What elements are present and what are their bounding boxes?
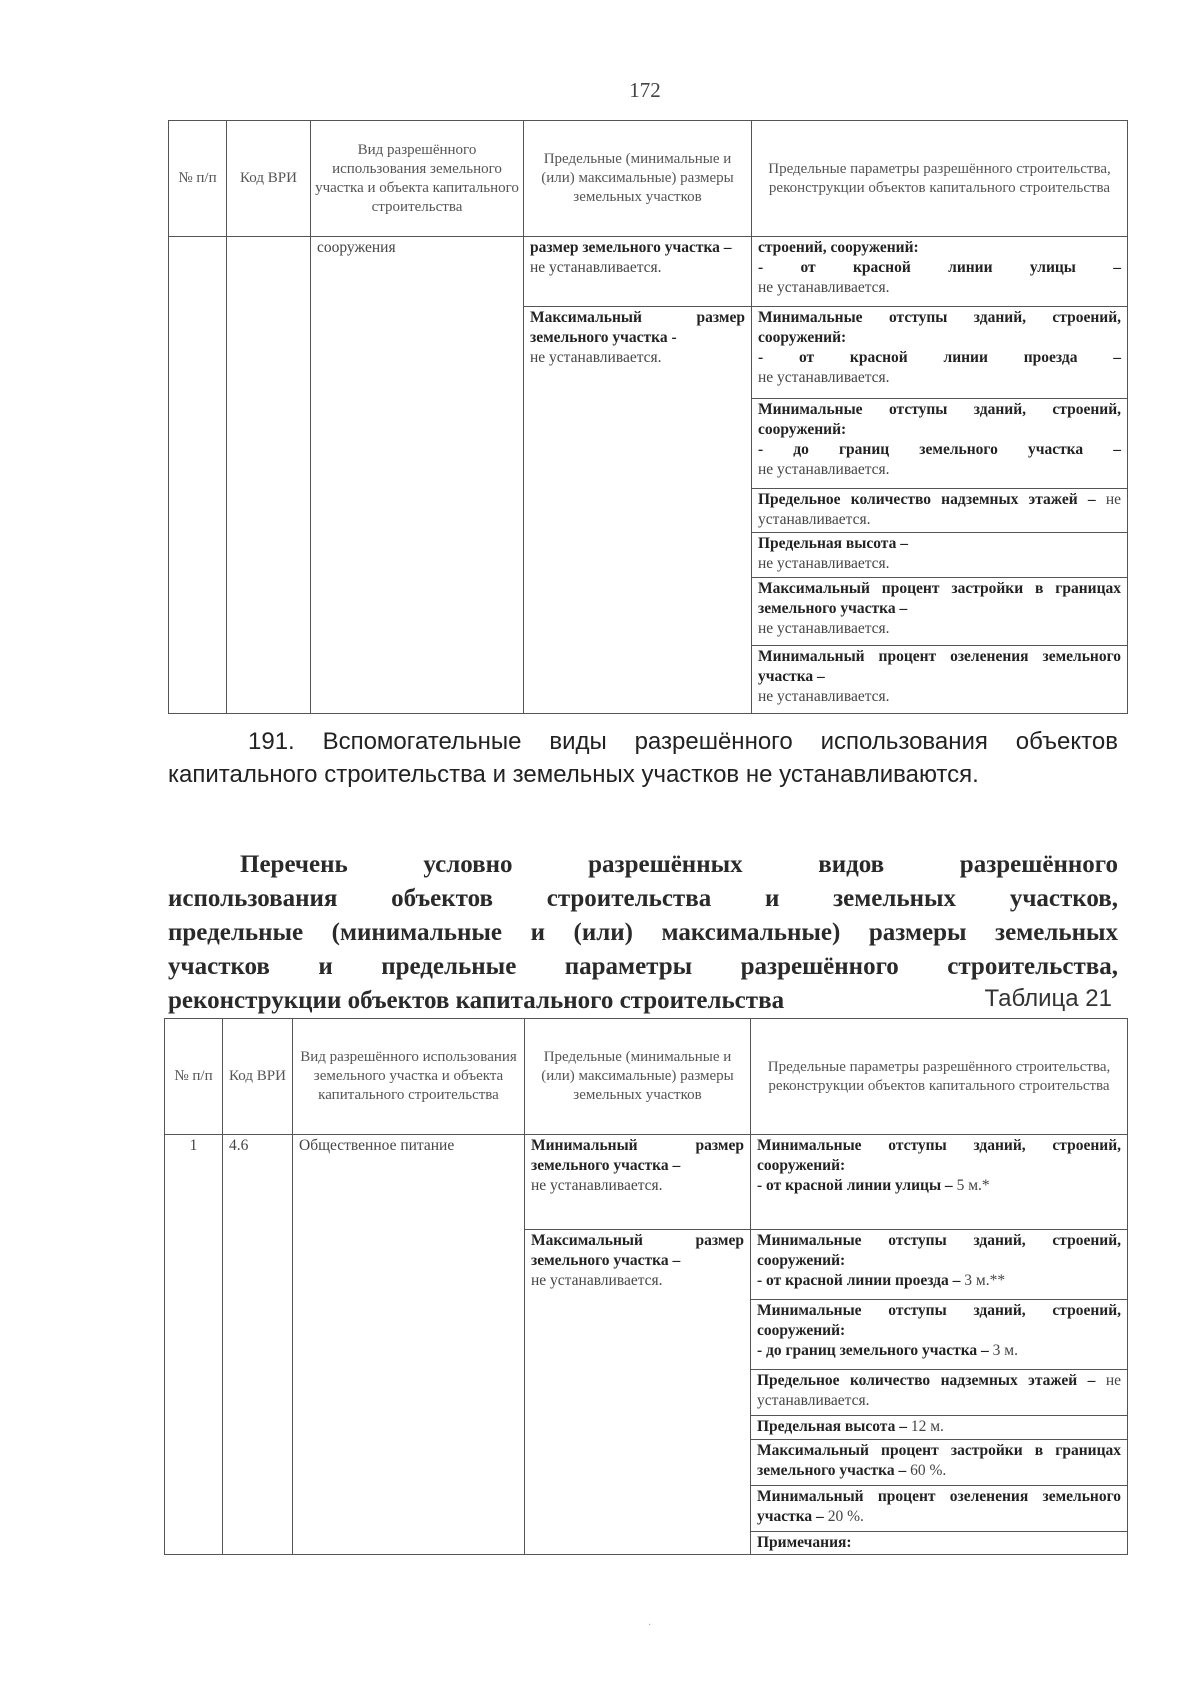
param-boundary-sub: - до границ земельного участка – <box>758 441 1121 458</box>
param-street-label: строений, сооружений: <box>758 239 919 256</box>
param-height-value: 12 м. <box>910 1418 944 1435</box>
cell-param-boundary <box>751 1300 1128 1370</box>
table-header-row <box>165 1019 1128 1135</box>
table-header-row <box>169 121 1128 237</box>
header-size: Предельные (минимальные и (или) максимальные) размеры земельных участков <box>525 1019 751 1135</box>
max-size-value: не устанавливается. <box>531 1272 663 1289</box>
paragraph-191-line2: капитального строительства и земельных участков не устанавливаются. <box>168 761 979 788</box>
param-street-sub: - от красной линии улицы – <box>757 1177 953 1194</box>
cell-param-coverage <box>752 578 1128 646</box>
paragraph-191-line1: 191. Вспомогательные виды разрешённого использования объектов <box>248 728 1118 755</box>
param-greenery-value: 20 %. <box>827 1508 864 1525</box>
cell-code: 4.6 <box>223 1135 293 1555</box>
param-coverage-value: 60 %. <box>910 1462 947 1479</box>
param-greenery-value: не устанавливается. <box>758 688 890 705</box>
cell-kind: Общественное питание <box>293 1135 525 1555</box>
scan-speck: · <box>648 1620 652 1631</box>
param-floors-label: Предельное количество надземных этажей – <box>757 1372 1096 1389</box>
cell-param-height <box>751 1416 1128 1440</box>
table-caption: Таблица 21 <box>984 985 1112 1012</box>
max-size-value: не устанавливается. <box>530 349 662 366</box>
cell-param-street <box>752 237 1128 307</box>
heading-line: предельные (минимальные и (или) максимальные) размеры земельных <box>168 919 1118 946</box>
notes-label: Примечания: <box>757 1534 852 1551</box>
cell-param-boundary <box>752 399 1128 489</box>
max-size-label: Максимальный размер земельного участка - <box>530 309 745 346</box>
cell-param-driveway <box>752 307 1128 399</box>
cell-num <box>169 237 227 714</box>
header-code: Код ВРИ <box>223 1019 293 1135</box>
param-boundary-label: Минимальные отступы зданий, строений, сооружений: <box>757 1302 1121 1339</box>
param-greenery-label: Минимальный процент озеленения земельного участка – <box>757 1488 1121 1525</box>
cell-notes <box>751 1532 1128 1555</box>
heading-line: участков и предельные параметры разрешённого строительства, <box>168 953 1118 980</box>
cell-min-size <box>525 1135 751 1230</box>
cell-param-height <box>752 533 1128 578</box>
cell-param-floors <box>751 1370 1128 1416</box>
param-driveway-value: 3 м.** <box>964 1272 1006 1289</box>
header-num: № п/п <box>169 121 227 237</box>
param-floors-label: Предельное количество надземных этажей – <box>758 491 1096 508</box>
param-coverage-value: не устанавливается. <box>758 620 890 637</box>
header-size: Предельные (минимальные и (или) максимальные) размеры земельных участков <box>524 121 752 237</box>
cell-param-greenery <box>751 1486 1128 1532</box>
param-street-value: 5 м.* <box>956 1177 990 1194</box>
param-height-label: Предельная высота – <box>757 1418 907 1435</box>
table-21 <box>164 1018 1128 1555</box>
param-street-sub: - от красной линии улицы – <box>758 259 1121 276</box>
header-num: № п/п <box>165 1019 223 1135</box>
heading-line: Перечень условно разрешённых видов разрешённого <box>240 851 1118 878</box>
param-street-value: не устанавливается. <box>758 279 890 296</box>
param-greenery-label: Минимальный процент озеленения земельного участка – <box>758 648 1121 685</box>
param-floors-value: не устанавливается. <box>757 1372 1122 1409</box>
param-boundary-label: Минимальные отступы зданий, строений, сооружений: <box>758 401 1121 438</box>
cell-kind: сооружения <box>311 237 524 714</box>
param-floors-value: не устанавливается. <box>758 491 1122 528</box>
param-driveway-value: не устанавливается. <box>758 369 890 386</box>
cell-param-driveway <box>751 1230 1128 1300</box>
cell-max-size <box>524 307 752 714</box>
cell-code <box>227 237 311 714</box>
cell-param-floors <box>752 489 1128 533</box>
cell-min-size <box>524 237 752 307</box>
param-boundary-value: не устанавливается. <box>758 461 890 478</box>
param-street-label: Минимальные отступы зданий, строений, сооружений: <box>757 1137 1121 1174</box>
header-params: Предельные параметры разрешённого строительства, реконструкции объектов капитального строительства <box>752 121 1128 237</box>
heading-line: использования объектов строительства и земельных участков, <box>168 885 1118 912</box>
param-coverage-label: Максимальный процент застройки в границах земельного участка – <box>757 1442 1121 1479</box>
min-size-label: размер земельного участка – <box>530 239 732 256</box>
table-row <box>169 237 1128 307</box>
param-height-label: Предельная высота – <box>758 535 908 552</box>
cell-num: 1 <box>165 1135 223 1555</box>
section-heading <box>168 848 1118 1018</box>
param-driveway-label: Минимальные отступы зданий, строений, сооружений: <box>757 1232 1121 1269</box>
param-boundary-sub: - до границ земельного участка – <box>757 1342 989 1359</box>
cell-max-size <box>525 1230 751 1555</box>
paragraph-191 <box>168 725 1118 791</box>
header-code: Код ВРИ <box>227 121 311 237</box>
header-kind: Вид разрешённого использования земельного участка и объекта капитального строительства <box>311 121 524 237</box>
param-driveway-sub: - от красной линии проезда – <box>758 349 1121 366</box>
heading-line: реконструкции объектов капитального строительства <box>168 987 785 1014</box>
cell-param-greenery <box>752 646 1128 714</box>
header-kind: Вид разрешённого использования земельного участка и объекта капитального строительства <box>293 1019 525 1135</box>
table-row <box>165 1135 1128 1230</box>
param-driveway-sub: - от красной линии проезда – <box>757 1272 961 1289</box>
cell-param-street <box>751 1135 1128 1230</box>
param-boundary-value: 3 м. <box>992 1342 1018 1359</box>
page-number: 172 <box>629 78 661 102</box>
max-size-label: Максимальный размер земельного участка – <box>531 1232 744 1269</box>
param-driveway-label: Минимальные отступы зданий, строений, сооружений: <box>758 309 1121 346</box>
table-continuation <box>168 120 1128 714</box>
param-coverage-label: Максимальный процент застройки в границах земельного участка – <box>758 580 1121 617</box>
param-height-value: не устанавливается. <box>758 555 890 572</box>
header-params: Предельные параметры разрешённого строительства, реконструкции объектов капитального строительства <box>751 1019 1128 1135</box>
min-size-value: не устанавливается. <box>531 1177 663 1194</box>
min-size-value: не устанавливается. <box>530 259 662 276</box>
min-size-label: Минимальный размер земельного участка – <box>531 1137 744 1174</box>
cell-param-coverage <box>751 1440 1128 1486</box>
